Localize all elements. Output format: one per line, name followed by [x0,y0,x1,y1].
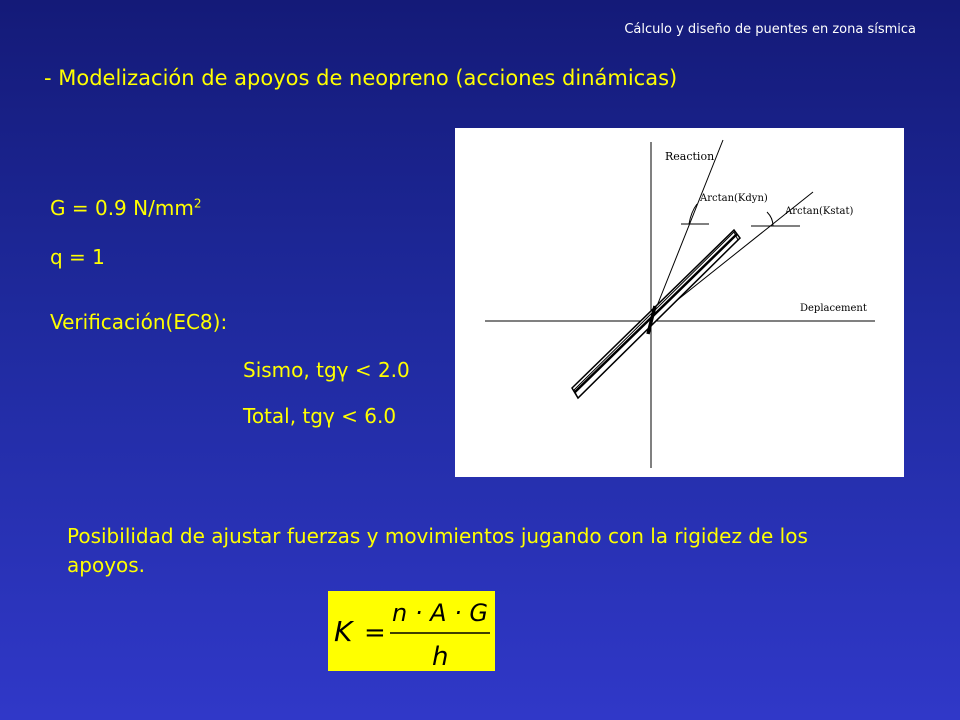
slide-title: - Modelización de apoyos de neopreno (acciones dinámicas) [44,66,678,90]
stiffness-note: Posibilidad de ajustar fuerzas y movimientos jugando con la rigidez de los apoyos. [67,524,808,577]
verification-label: Verificación(EC8): [50,310,228,334]
behavior-factor-param: q = 1 [50,245,105,269]
kstat-label: Arctan(Kstat) [785,206,854,217]
header-title: Cálculo y diseño de puentes en zona sísmica [624,22,916,37]
reaction-label: Reaction [665,150,715,163]
stiffness-formula [328,591,495,671]
formula-equals: = [364,618,386,648]
stiffness-formula-svg [328,591,495,671]
displacement-label: Deplacement [800,303,867,314]
shear-modulus-exponent: 2 [193,196,202,211]
shear-modulus-text: G = 0.9 N/mm [50,196,194,220]
kdyn-line [651,140,723,321]
kstat-angle-arc [767,212,773,226]
sismo-criterion: Sismo, tgγ < 2.0 [243,358,410,382]
bearing-diagram-svg [455,128,904,477]
total-criterion: Total, tgγ < 6.0 [243,404,397,428]
kdyn-angle-arc [689,204,697,224]
formula-numerator: n · A · G [392,599,488,627]
shear-modulus-param [50,196,201,220]
formula-lhs: K [334,615,353,648]
hysteresis-centerline [575,234,737,392]
bearing-diagram [455,128,904,477]
formula-denominator: h [432,642,449,671]
kdyn-label: Arctan(Kdyn) [700,193,768,204]
